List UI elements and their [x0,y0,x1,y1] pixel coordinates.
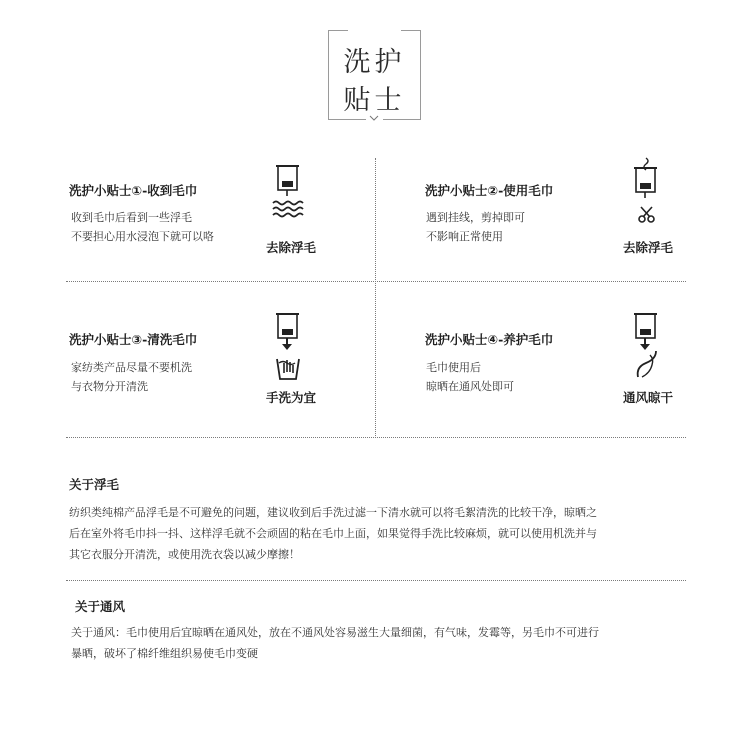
page-title-line-1: 洗护 [343,47,406,78]
section-floating-fluff-line-2: 后在室外将毛巾抖一抖、这样浮毛就不会顽固的粘在毛巾上面，如果觉得手洗比较麻烦，就可以使用机洗并与 [69,527,597,540]
section-ventilation-line-1: 关于通风：毛巾使用后宜晾晒在通风处，放在不通风处容易滋生大量细菌，有气味，发霉等，另毛巾不可进行 [71,626,599,639]
tip-1-line-1: 收到毛巾后看到一些浮毛 [71,211,192,224]
tip-3-line-2: 与衣物分开清洗 [71,380,148,393]
tip-3-line-1: 家纺类产品尽量不要机洗 [71,361,192,374]
towel-water-icon [272,163,312,227]
section-floating-fluff-body [69,502,689,565]
tip-1-title: 洗护小贴士①-收到毛巾 [69,183,198,198]
section-floating-fluff-title: 关于浮毛 [69,477,120,492]
tip-4-line-2: 晾晒在通风处即可 [426,380,514,393]
section-floating-fluff-line-1: 纺织类纯棉产品浮毛是不可避免的问题，建议收到后手洗过滤一下清水就可以将毛絮清洗的比较干净，晾晒之 [69,506,597,519]
grid-divider-middle [66,281,686,282]
towel-hang-icon [630,311,666,383]
tip-4-line-1: 毛巾使用后 [426,361,481,374]
tip-2-title: 洗护小贴士②-使用毛巾 [425,183,554,198]
tip-2-icon-label: 去除浮毛 [622,240,673,255]
tip-2-line-2: 不影响正常使用 [426,230,503,243]
tip-4-icon-label: 通风晾干 [622,390,673,405]
section-floating-fluff-line-3: 其它衣服分开清洗，或使用洗衣袋以减少摩擦！ [69,548,300,561]
section-divider [66,580,686,581]
towel-handwash-icon [272,311,312,383]
grid-divider-bottom [66,437,686,438]
grid-vertical-divider [375,158,376,438]
page-title-line-2: 贴士 [343,85,406,116]
tip-3-title: 洗护小贴士③-清洗毛巾 [69,332,198,347]
tip-1-icon-label: 去除浮毛 [265,240,316,255]
section-ventilation-body [71,622,691,664]
section-ventilation-line-2: 暴晒，破坏了棉纤维组织易使毛巾变硬 [71,647,258,660]
tip-2-line-1: 遇到挂线，剪掉即可 [426,211,525,224]
tip-4-title: 洗护小贴士④-养护毛巾 [425,332,554,347]
tip-3-icon-label: 手洗为宜 [265,390,316,405]
page-title-frame [328,30,421,124]
tip-1-line-2: 不要担心用水浸泡下就可以咯 [71,230,214,243]
towel-scissors-icon [630,156,666,230]
section-ventilation-title: 关于通风 [75,599,126,614]
